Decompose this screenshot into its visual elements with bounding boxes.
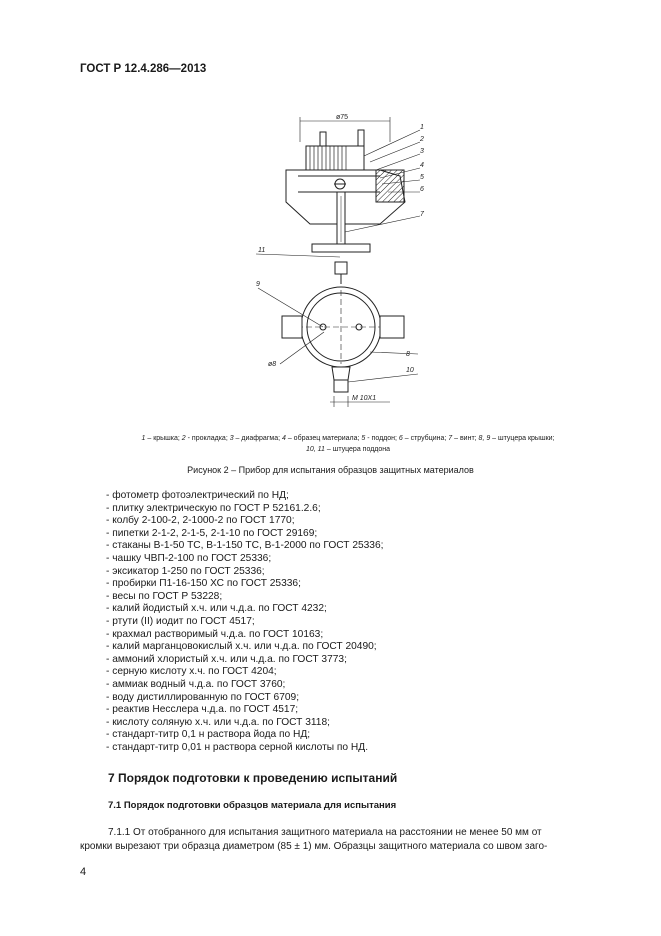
legend-number: 8, 9 xyxy=(478,435,491,442)
callout-5: 5 xyxy=(420,174,424,181)
list-item: - эксикатор 1-250 по ГОСТ 25336; xyxy=(106,565,265,577)
list-item: - пробирки П1-16-150 ХС по ГОСТ 25336; xyxy=(106,578,301,590)
list-item: - фотометр фотоэлектрический по НД; xyxy=(106,490,289,501)
legend-text: – крышка; xyxy=(145,435,182,442)
list-item: - колбу 2-100-2, 2-1000-2 по ГОСТ 1770; xyxy=(106,515,295,527)
list-item: - плитку электрическую по ГОСТ Р 52161.2.6; xyxy=(106,502,321,514)
callout-6: 6 xyxy=(420,186,424,193)
legend-number: 3 xyxy=(229,435,234,442)
legend-text: - прокладка; xyxy=(185,435,230,442)
legend-number: 1 xyxy=(141,435,146,442)
list-item: - аммиак водный ч.д.а. по ГОСТ 3760; xyxy=(106,678,286,690)
callout-1: 1 xyxy=(420,124,424,131)
figure-title: Рисунок 2 – Прибор для испытания образцов защитных материалов xyxy=(187,465,474,475)
dimension-small: ø8 xyxy=(268,361,277,368)
callout-3: 3 xyxy=(420,148,424,155)
legend-number: 5 xyxy=(361,435,366,442)
callout-4: 4 xyxy=(420,162,424,169)
page-number: 4 xyxy=(80,866,87,878)
callout-9: 9 xyxy=(256,281,260,288)
list-item: - реактив Несслера ч.д.а. по ГОСТ 4517; xyxy=(106,704,299,716)
legend-text: – винт; xyxy=(452,435,479,442)
list-item: - воду дистиллированную по ГОСТ 6709; xyxy=(106,691,300,703)
legend-number: 2 xyxy=(181,435,186,442)
list-item: - стандарт-титр 0,1 н раствора йода по НД; xyxy=(106,729,311,741)
paragraph-line-2: кромки вырезают три образца диаметром (85 ± 1) мм. Образцы защитного материала со швом заго- xyxy=(80,841,548,852)
legend-number: 10, 11 xyxy=(305,446,325,453)
callout-10: 10 xyxy=(406,367,414,374)
list-item: - аммоний хлористый х.ч. или ч.д.а. по ГОСТ 3773; xyxy=(106,653,347,665)
list-item: - калий марганцовокислый х.ч. или ч.д.а. по ГОСТ 20490; xyxy=(106,641,377,653)
list-item: - калий йодистый х.ч. или ч.д.а. по ГОСТ 4232; xyxy=(106,603,327,615)
legend-text: – диафрагма; xyxy=(233,435,282,442)
apparatus-drawing xyxy=(240,112,470,412)
dimension-label: ø75 xyxy=(336,114,349,121)
callout-11: 11 xyxy=(258,247,266,254)
callout-8: 8 xyxy=(406,351,410,358)
legend-text: – штуцера крышки; xyxy=(490,435,555,442)
list-item: - ртути (II) иодит по ГОСТ 4517; xyxy=(106,615,255,627)
list-item: - чашку ЧВП-2-100 по ГОСТ 25336; xyxy=(106,552,272,564)
list-item: - стандарт-титр 0,01 н раствора серной кислоты по НД. xyxy=(106,741,369,753)
legend-text: – образец материала; xyxy=(285,435,362,442)
figure-legend xyxy=(78,433,618,455)
legend-text: - поддон; xyxy=(365,435,399,442)
legend-number: 7 xyxy=(448,435,453,442)
legend-number: 4 xyxy=(281,435,286,442)
subsection-heading: 7.1 Порядок подготовки образцов материала для испытания xyxy=(108,800,397,811)
dimension-bottom: M 10X1 xyxy=(352,395,377,402)
section-heading: 7 Порядок подготовки к проведению испытаний xyxy=(108,771,398,785)
list-item: - крахмал растворимый ч.д.а. по ГОСТ 10163; xyxy=(106,628,324,640)
list-item: - пипетки 2-1-2, 2-1-5, 2-1-10 по ГОСТ 29169; xyxy=(106,527,318,539)
callout-7: 7 xyxy=(420,211,424,218)
list-item: - стаканы В-1-50 ТС, В-1-150 ТС, В-1-2000 по ГОСТ 25336; xyxy=(106,540,384,552)
list-item: - серную кислоту х.ч. по ГОСТ 4204; xyxy=(106,666,277,678)
equipment-list xyxy=(106,490,383,754)
legend-text: – штуцера поддона xyxy=(324,446,391,453)
document-header: ГОСТ Р 12.4.286—2013 xyxy=(80,63,207,75)
list-item: - кислоту соляную х.ч. или ч.д.а. по ГОСТ 3118; xyxy=(106,716,330,728)
legend-number: 6 xyxy=(398,435,403,442)
paragraph-line-1: 7.1.1 От отобранного для испытания защитного материала на расстоянии не менее 50 мм от xyxy=(108,827,542,838)
list-item: - весы по ГОСТ Р 53228; xyxy=(106,590,223,602)
paragraph-7-1-1 xyxy=(80,826,613,854)
callout-2: 2 xyxy=(420,136,424,143)
legend-text: – струбцина; xyxy=(402,435,449,442)
